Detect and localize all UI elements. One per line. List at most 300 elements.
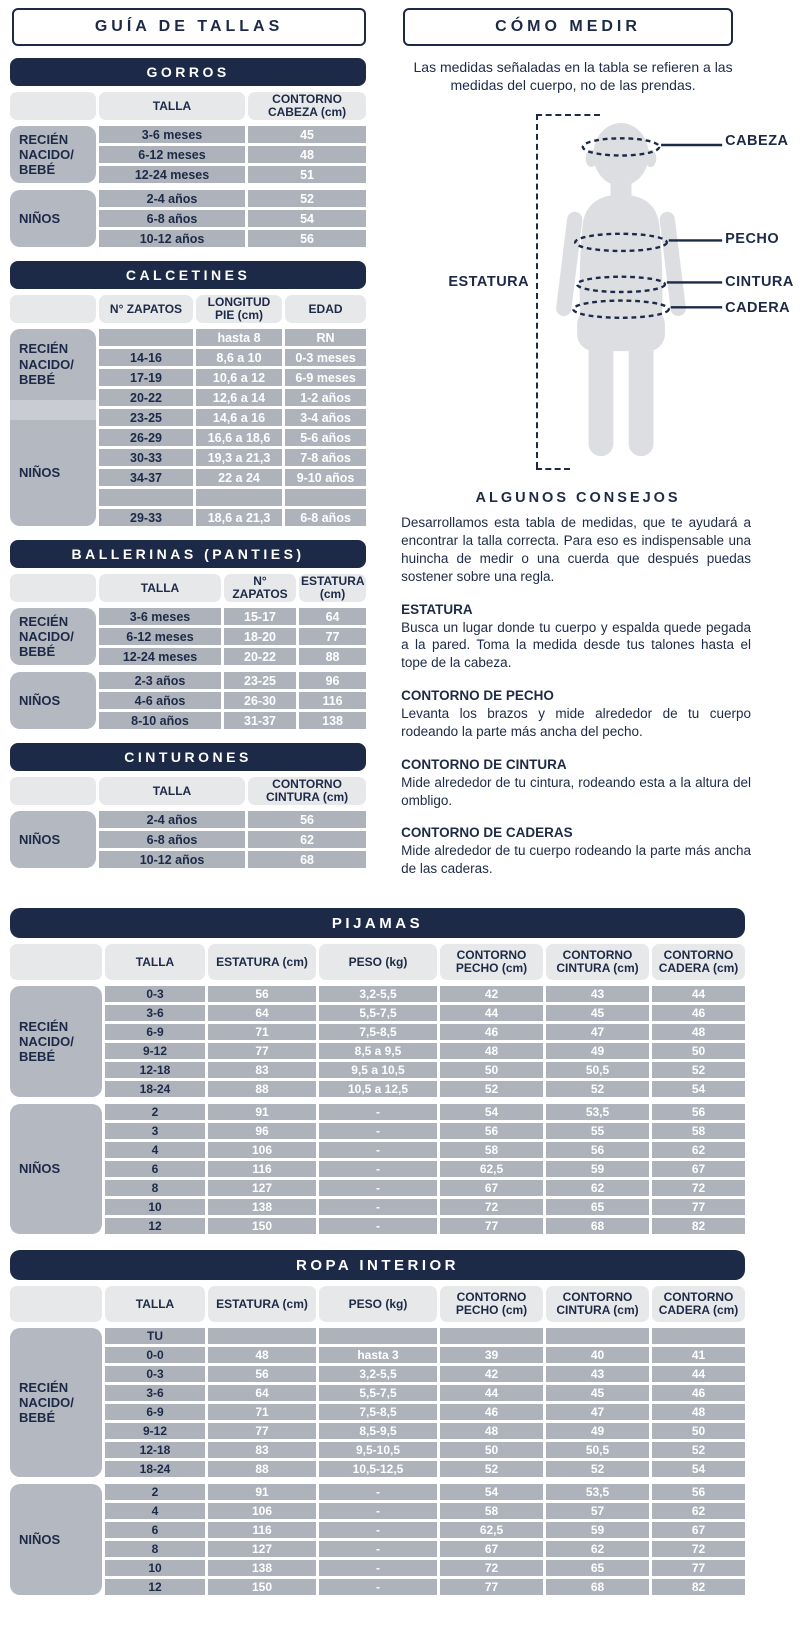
column-header: PESO (kg) — [319, 944, 437, 980]
size-cell: 0-0 — [105, 1347, 205, 1363]
table-gorros — [10, 58, 366, 247]
value-cell: 8,5-9,5 — [319, 1423, 437, 1439]
column-header: N° ZAPATOS — [99, 295, 193, 323]
table-group — [10, 811, 366, 868]
size-cell: TU — [105, 1328, 205, 1344]
column-header: ESTATURA (cm) — [208, 944, 316, 980]
value-cell: 50 — [440, 1062, 543, 1078]
value-cell: 44 — [652, 1366, 745, 1382]
value-cell: 57 — [546, 1503, 649, 1519]
table-group — [10, 190, 366, 247]
value-cell: 72 — [440, 1560, 543, 1576]
size-cell: 29-33 — [99, 509, 193, 526]
value-cell: 72 — [652, 1180, 745, 1196]
value-cell: 56 — [248, 811, 366, 828]
value-cell: 88 — [208, 1461, 316, 1477]
value-cell: 8,5 a 9,5 — [319, 1043, 437, 1059]
value-cell: 83 — [208, 1442, 316, 1458]
value-cell: - — [319, 1199, 437, 1215]
value-cell: 54 — [652, 1461, 745, 1477]
value-cell: 46 — [652, 1385, 745, 1401]
column-header: CONTORNO CADERA (cm) — [652, 1286, 745, 1322]
value-cell: 48 — [652, 1404, 745, 1420]
value-cell: 65 — [546, 1560, 649, 1576]
value-cell: 39 — [440, 1347, 543, 1363]
size-cell: 6 — [105, 1161, 205, 1177]
group-label: RECIÉN NACIDO/ BEBÉ — [10, 1328, 102, 1477]
tip-title: CONTORNO DE PECHO — [401, 688, 554, 704]
size-cell: 3-6 — [105, 1385, 205, 1401]
value-cell: 3,2-5,5 — [319, 1366, 437, 1382]
value-cell: 127 — [208, 1541, 316, 1557]
value-cell: 54 — [652, 1081, 745, 1097]
value-cell: 62 — [652, 1503, 745, 1519]
value-cell: 127 — [208, 1180, 316, 1196]
value-cell: 62,5 — [440, 1161, 543, 1177]
size-cell — [99, 329, 193, 346]
value-cell: 77 — [652, 1560, 745, 1576]
value-cell: 43 — [546, 986, 649, 1002]
size-cell: 9-12 — [105, 1423, 205, 1439]
section-title-gorros: GORROS — [10, 58, 366, 86]
value-cell: 7,5-8,5 — [319, 1404, 437, 1420]
value-cell: 6-8 años — [285, 509, 366, 526]
value-cell: 44 — [440, 1385, 543, 1401]
value-cell: 150 — [208, 1579, 316, 1595]
size-cell — [99, 489, 193, 506]
value-cell: 82 — [652, 1218, 745, 1234]
value-cell: - — [319, 1161, 437, 1177]
corner-cell — [10, 295, 96, 323]
value-cell: 71 — [208, 1404, 316, 1420]
value-cell: 48 — [652, 1024, 745, 1040]
size-cell: 3 — [105, 1123, 205, 1139]
size-cell: 12 — [105, 1218, 205, 1234]
value-cell: 48 — [440, 1043, 543, 1059]
value-cell: 138 — [208, 1199, 316, 1215]
cadera-label: CADERA — [725, 300, 791, 317]
table-header-row — [10, 295, 366, 323]
column-header: CONTORNO PECHO (cm) — [440, 1286, 543, 1322]
size-cell: 4 — [105, 1142, 205, 1158]
value-cell: 106 — [208, 1142, 316, 1158]
tip-contorno-caderas — [401, 825, 755, 878]
value-cell: 91 — [208, 1484, 316, 1500]
size-cell: 26-29 — [99, 429, 193, 446]
value-cell: 58 — [440, 1142, 543, 1158]
value-cell: 42 — [440, 1366, 543, 1382]
value-cell: 6-9 meses — [285, 369, 366, 386]
value-cell: 48 — [248, 146, 366, 163]
size-cell: 23-25 — [99, 409, 193, 426]
size-cell: 14-16 — [99, 349, 193, 366]
height-dashed-line-bottom — [536, 468, 570, 470]
table-calcetines — [10, 261, 366, 526]
value-cell — [319, 1328, 437, 1344]
size-cell: 6-12 meses — [99, 146, 245, 163]
size-cell: 12-18 — [105, 1062, 205, 1078]
value-cell — [440, 1328, 543, 1344]
group-label: NIÑOS — [19, 465, 61, 481]
value-cell: 50,5 — [546, 1062, 649, 1078]
column-header: N° ZAPATOS — [224, 574, 296, 602]
group-label-column — [10, 329, 96, 526]
size-cell: 12-24 meses — [99, 648, 221, 665]
value-cell: 3-4 años — [285, 409, 366, 426]
value-cell: 7,5-8,5 — [319, 1024, 437, 1040]
value-cell — [208, 1328, 316, 1344]
size-cell: 6-12 meses — [99, 628, 221, 645]
value-cell: 83 — [208, 1062, 316, 1078]
value-cell: 62 — [248, 831, 366, 848]
value-cell: 116 — [208, 1161, 316, 1177]
size-cell: 8 — [105, 1541, 205, 1557]
value-cell: 71 — [208, 1024, 316, 1040]
tip-contorno-pecho — [401, 688, 755, 741]
value-cell: 116 — [299, 692, 366, 709]
value-cell: 88 — [208, 1081, 316, 1097]
section-title-ballerinas: BALLERINAS (PANTIES) — [10, 540, 366, 568]
value-cell: 5,5-7,5 — [319, 1005, 437, 1021]
size-cell: 2-3 años — [99, 672, 221, 689]
consejos-text: Desarrollamos esta tabla de medidas, que te ayudará a encontrar la talla correcta. Para eso es indispensable una huincha de medir o una cuerda que después puedas sostener sobre una regla. — [401, 515, 751, 584]
value-cell: 138 — [208, 1560, 316, 1576]
value-cell — [546, 1328, 649, 1344]
table-group — [10, 986, 745, 1097]
value-cell: 64 — [208, 1385, 316, 1401]
size-cell: 4 — [105, 1503, 205, 1519]
value-cell: 56 — [440, 1123, 543, 1139]
corner-cell — [10, 777, 96, 805]
column-header: CONTORNO CABEZA (cm) — [248, 92, 366, 120]
value-cell: 51 — [248, 166, 366, 183]
corner-cell — [10, 92, 96, 120]
value-cell: 77 — [208, 1423, 316, 1439]
size-cell: 30-33 — [99, 449, 193, 466]
size-cell: 9-12 — [105, 1043, 205, 1059]
value-cell: 64 — [299, 608, 366, 625]
section-title-pijamas: PIJAMAS — [10, 908, 745, 938]
value-cell: - — [319, 1579, 437, 1595]
pecho-label: PECHO — [725, 231, 780, 248]
value-cell: 5-6 años — [285, 429, 366, 446]
value-cell: 72 — [440, 1199, 543, 1215]
value-cell: 96 — [299, 672, 366, 689]
measure-intro-text: Las medidas señaladas en la tabla se refieren a las medidas del cuerpo, no de las prendas. — [413, 59, 733, 94]
value-cell: hasta 8 — [196, 329, 282, 346]
group-label: NIÑOS — [10, 672, 96, 729]
value-cell: - — [319, 1104, 437, 1120]
value-cell: 9,5-10,5 — [319, 1442, 437, 1458]
size-cell: 18-24 — [105, 1081, 205, 1097]
corner-cell — [10, 574, 96, 602]
value-cell: 106 — [208, 1503, 316, 1519]
value-cell: 64 — [208, 1005, 316, 1021]
value-cell: 150 — [208, 1218, 316, 1234]
size-cell: 4-6 años — [99, 692, 221, 709]
column-header: CONTORNO CINTURA (cm) — [546, 944, 649, 980]
value-cell: - — [319, 1560, 437, 1576]
corner-cell — [10, 1286, 102, 1322]
value-cell: - — [319, 1484, 437, 1500]
table-pijamas — [10, 908, 745, 1234]
group-divider — [10, 400, 96, 420]
group-label: RECIÉN NACIDO/ BEBÉ — [10, 608, 96, 665]
table-header-row — [10, 777, 366, 805]
value-cell: 56 — [546, 1142, 649, 1158]
consejos-title: ALGUNOS CONSEJOS — [475, 490, 681, 507]
value-cell: 9-10 años — [285, 469, 366, 486]
value-cell: 12,6 a 14 — [196, 389, 282, 406]
table-cinturones — [10, 743, 366, 868]
value-cell: 48 — [440, 1423, 543, 1439]
column-header: TALLA — [99, 777, 245, 805]
value-cell: 68 — [546, 1218, 649, 1234]
size-cell: 18-24 — [105, 1461, 205, 1477]
value-cell: 58 — [440, 1503, 543, 1519]
value-cell: 42 — [440, 986, 543, 1002]
column-header: TALLA — [105, 944, 205, 980]
value-cell: 20-22 — [224, 648, 296, 665]
size-cell: 6-9 — [105, 1404, 205, 1420]
tip-estatura — [401, 602, 755, 672]
table-header-row — [10, 944, 745, 980]
value-cell: 5,5-7,5 — [319, 1385, 437, 1401]
value-cell: 138 — [299, 712, 366, 729]
column-header: EDAD — [285, 295, 366, 323]
value-cell: - — [319, 1218, 437, 1234]
value-cell: 67 — [652, 1161, 745, 1177]
value-cell: 67 — [440, 1541, 543, 1557]
size-cell: 3-6 meses — [99, 126, 245, 143]
value-cell: 15-17 — [224, 608, 296, 625]
size-cell: 2 — [105, 1484, 205, 1500]
value-cell: 14,6 a 16 — [196, 409, 282, 426]
column-header: LONGITUD PIE (cm) — [196, 295, 282, 323]
value-cell: 52 — [440, 1081, 543, 1097]
value-cell: 52 — [652, 1442, 745, 1458]
value-cell — [285, 489, 366, 506]
value-cell: 50 — [440, 1442, 543, 1458]
value-cell: 88 — [299, 648, 366, 665]
tip-text: Busca un lugar donde tu cuerpo y espalda quede pegada a la pared. Toma la medida desde tus talones hasta el tope de la cabeza. — [401, 619, 751, 671]
value-cell: 16,6 a 18,6 — [196, 429, 282, 446]
column-header: CONTORNO PECHO (cm) — [440, 944, 543, 980]
size-cell: 2-4 años — [99, 190, 245, 207]
estatura-label: ESTATURA — [448, 274, 530, 291]
value-cell: 65 — [546, 1199, 649, 1215]
size-cell: 10-12 años — [99, 851, 245, 868]
value-cell: - — [319, 1142, 437, 1158]
value-cell: 54 — [440, 1104, 543, 1120]
value-cell: 68 — [546, 1579, 649, 1595]
section-title-ropa_interior: ROPA INTERIOR — [10, 1250, 745, 1280]
size-cell: 3-6 — [105, 1005, 205, 1021]
value-cell: 44 — [652, 986, 745, 1002]
value-cell: 77 — [652, 1199, 745, 1215]
value-cell: 56 — [208, 986, 316, 1002]
column-header: PESO (kg) — [319, 1286, 437, 1322]
value-cell: 62 — [546, 1180, 649, 1196]
value-cell: 3,2-5,5 — [319, 986, 437, 1002]
size-cell: 20-22 — [99, 389, 193, 406]
group-label: RECIÉN NACIDO/ BEBÉ — [10, 126, 96, 183]
corner-cell — [10, 944, 102, 980]
size-cell: 6 — [105, 1522, 205, 1538]
table-body — [10, 329, 366, 526]
value-cell: 59 — [546, 1522, 649, 1538]
size-cell: 12 — [105, 1579, 205, 1595]
value-cell: 53,5 — [546, 1104, 649, 1120]
value-cell: 67 — [652, 1522, 745, 1538]
page-title-right — [403, 8, 733, 46]
size-cell: 8-10 años — [99, 712, 221, 729]
value-cell: 0-3 meses — [285, 349, 366, 366]
size-cell: 12-18 — [105, 1442, 205, 1458]
group-label: RECIÉN NACIDO/ BEBÉ — [10, 986, 102, 1097]
value-cell: 116 — [208, 1522, 316, 1538]
value-cell: - — [319, 1503, 437, 1519]
value-cell: 67 — [440, 1180, 543, 1196]
column-header: ESTATURA (cm) — [208, 1286, 316, 1322]
value-cell: - — [319, 1123, 437, 1139]
value-cell: 44 — [440, 1005, 543, 1021]
table-group — [10, 126, 366, 183]
value-cell: 1-2 años — [285, 389, 366, 406]
value-cell: 46 — [652, 1005, 745, 1021]
size-cell: 10 — [105, 1199, 205, 1215]
group-label: NIÑOS — [10, 811, 96, 868]
table-header-row — [10, 92, 366, 120]
size-cell: 6-9 — [105, 1024, 205, 1040]
value-cell: 22 a 24 — [196, 469, 282, 486]
table-group — [10, 1328, 745, 1477]
size-cell: 6-8 años — [99, 831, 245, 848]
size-cell: 6-8 años — [99, 210, 245, 227]
column-header: ESTATURA (cm) — [301, 574, 365, 601]
size-cell: 12-24 meses — [99, 166, 245, 183]
section-title-cinturones: CINTURONES — [10, 743, 366, 771]
value-cell: 9,5 a 10,5 — [319, 1062, 437, 1078]
column-header: CONTORNO CINTURA (cm) — [546, 1286, 649, 1322]
table-group — [10, 1104, 745, 1234]
value-cell: 54 — [248, 210, 366, 227]
value-cell: 10,5 a 12,5 — [319, 1081, 437, 1097]
value-cell: - — [319, 1541, 437, 1557]
value-cell: 68 — [248, 851, 366, 868]
table-group — [10, 672, 366, 729]
value-cell: 49 — [546, 1423, 649, 1439]
value-cell: 40 — [546, 1347, 649, 1363]
column-header: TALLA — [99, 574, 221, 602]
value-cell: 10,5-12,5 — [319, 1461, 437, 1477]
value-cell: 55 — [546, 1123, 649, 1139]
value-cell: 59 — [546, 1161, 649, 1177]
size-cell: 10 — [105, 1560, 205, 1576]
value-cell: RN — [285, 329, 366, 346]
value-cell: 77 — [299, 628, 366, 645]
value-cell: 91 — [208, 1104, 316, 1120]
value-cell: 19,3 a 21,3 — [196, 449, 282, 466]
size-cell: 2 — [105, 1104, 205, 1120]
table-group — [10, 608, 366, 665]
value-cell: 43 — [546, 1366, 649, 1382]
value-cell: 45 — [248, 126, 366, 143]
table-ropa-interior — [10, 1250, 745, 1595]
value-cell — [196, 489, 282, 506]
value-cell: 10,6 a 12 — [196, 369, 282, 386]
cabeza-label: CABEZA — [725, 133, 789, 150]
size-cell: 8 — [105, 1180, 205, 1196]
value-cell: 54 — [440, 1484, 543, 1500]
value-cell: 56 — [248, 230, 366, 247]
tip-text: Mide alrededor de tu cintura, rodeando esta a la altura del ombligo. — [401, 774, 751, 808]
group-label: NIÑOS — [10, 1484, 102, 1595]
value-cell: 47 — [546, 1404, 649, 1420]
size-cell: 0-3 — [105, 1366, 205, 1382]
value-cell: 56 — [208, 1366, 316, 1382]
tip-title: CONTORNO DE CINTURA — [401, 756, 567, 772]
value-cell: 49 — [546, 1043, 649, 1059]
column-header: CONTORNO CINTURA (cm) — [248, 777, 366, 805]
body-measure-diagram — [401, 108, 794, 480]
value-cell: 77 — [208, 1043, 316, 1059]
column-header: CONTORNO CADERA (cm) — [652, 944, 745, 980]
value-cell: 46 — [440, 1404, 543, 1420]
value-cell: 8,6 a 10 — [196, 349, 282, 366]
tip-title: ESTATURA — [401, 601, 473, 617]
section-title-calcetines: CALCETINES — [10, 261, 366, 289]
tip-text: Levanta los brazos y mide alrededor de tu cuerpo rodeando la parte más ancha del pecho. — [401, 706, 751, 739]
value-cell: hasta 3 — [319, 1347, 437, 1363]
value-cell: 82 — [652, 1579, 745, 1595]
table-ballerinas — [10, 540, 366, 729]
value-cell: 62 — [652, 1142, 745, 1158]
value-cell: 23-25 — [224, 672, 296, 689]
tables-column — [10, 8, 366, 882]
size-cell: 34-37 — [99, 469, 193, 486]
value-cell: 58 — [652, 1123, 745, 1139]
tip-text: Mide alrededor de tu cuerpo rodeando la parte más ancha de las caderas. — [401, 843, 751, 877]
value-cell: 52 — [652, 1062, 745, 1078]
value-cell: 26-30 — [224, 692, 296, 709]
value-cell: - — [319, 1180, 437, 1196]
size-cell: 17-19 — [99, 369, 193, 386]
group-label: RECIÉN NACIDO/ BEBÉ — [19, 341, 74, 388]
value-cell: 18,6 a 21,3 — [196, 509, 282, 526]
value-cell — [652, 1328, 745, 1344]
value-cell: 41 — [652, 1347, 745, 1363]
value-cell: 52 — [440, 1461, 543, 1477]
tip-title: CONTORNO DE CADERAS — [401, 825, 573, 841]
value-cell: - — [319, 1522, 437, 1538]
value-cell: 96 — [208, 1123, 316, 1139]
size-cell: 0-3 — [105, 986, 205, 1002]
cintura-label: CINTURA — [725, 274, 794, 291]
size-cell: 10-12 años — [99, 230, 245, 247]
page-title-left-text: GUÍA DE TALLAS — [94, 18, 284, 35]
page-title-right-text: CÓMO MEDIR — [495, 18, 641, 35]
value-cell: 72 — [652, 1541, 745, 1557]
group-label: NIÑOS — [10, 190, 96, 247]
value-cell: 50,5 — [546, 1442, 649, 1458]
child-silhouette-icon — [516, 116, 726, 468]
page-title-left — [12, 8, 366, 46]
value-cell: 77 — [440, 1218, 543, 1234]
group-label: NIÑOS — [10, 1104, 102, 1234]
value-cell: 31-37 — [224, 712, 296, 729]
table-header-row — [10, 1286, 745, 1322]
